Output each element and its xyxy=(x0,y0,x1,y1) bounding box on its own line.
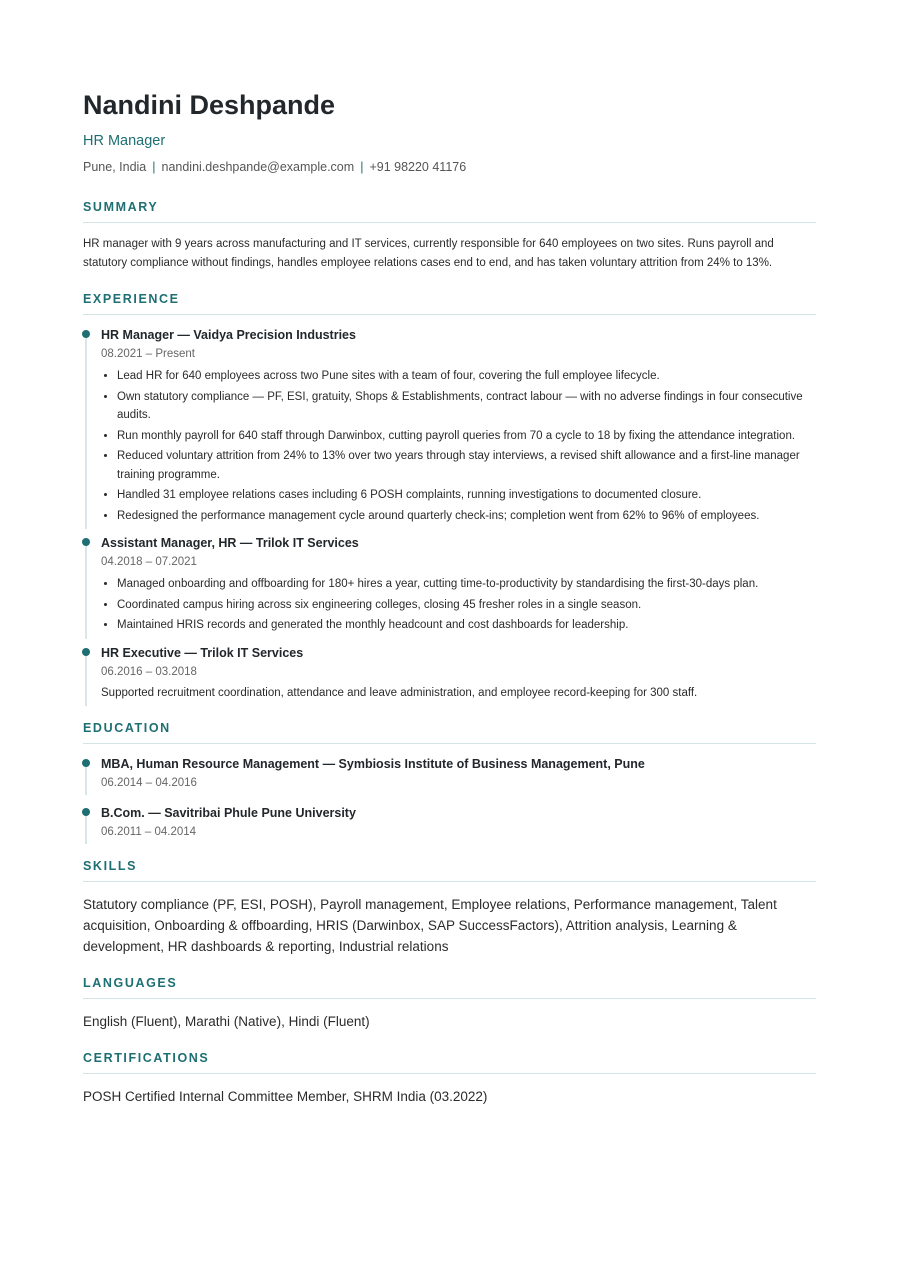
job-title: HR Manager xyxy=(83,133,166,149)
education-entry xyxy=(83,756,816,791)
experience-date: 04.2018 – 07.2021 xyxy=(101,556,197,568)
bullet-item: • Maintained HRIS records and generated the monthly headcount and cost dashboards for leadership. xyxy=(117,616,816,635)
timeline-dot-icon xyxy=(82,538,90,546)
education-title: MBA, Human Resource Management — Symbiosis Institute of Business Management, Pune xyxy=(101,756,645,771)
separator: | xyxy=(360,160,364,174)
summary-text: HR manager with 9 years across manufacturing and IT services, currently responsible for 640 employees on two sites. Runs payroll and statutory compliance without findings, handles employee relations cases end to end, and has taken voluntary attrition from 24% to 13%. xyxy=(83,238,774,269)
bullet-item: • Own statutory compliance — PF, ESI, gratuity, Shops & Establishments, contract labour — with no adverse findings in four consecutive audits. xyxy=(117,388,816,425)
education-list xyxy=(83,756,816,840)
experience-entry xyxy=(83,327,816,525)
timeline-dot-icon xyxy=(82,648,90,656)
experience-title: HR Manager — Vaidya Precision Industries xyxy=(101,328,356,342)
email: nandini.deshpande@example.com xyxy=(161,160,355,174)
section-title-languages: LANGUAGES xyxy=(83,975,816,999)
education-entry xyxy=(83,805,816,840)
experience-entry xyxy=(83,645,816,702)
bullet-item: • Managed onboarding and offboarding for 180+ hires a year, cutting time-to-productivity by standardising the first-30-days plan. xyxy=(117,575,816,594)
contact-line xyxy=(83,159,816,175)
separator: | xyxy=(152,160,156,174)
bullet-item: • Handled 31 employee relations cases including 6 POSH complaints, running investigations to documented closure. xyxy=(117,486,816,505)
section-title-education: EDUCATION xyxy=(83,720,816,744)
certifications-text: POSH Certified Internal Committee Member, SHRM India (03.2022) xyxy=(83,1088,488,1104)
experience-list xyxy=(83,327,816,702)
timeline-dot-icon xyxy=(82,330,90,338)
bullet-item: • Reduced voluntary attrition from 24% to 13% over two years through stay interviews, a revised shift allowance and a first-line manager training programme. xyxy=(117,447,816,484)
section-title-summary: SUMMARY xyxy=(83,199,816,223)
languages-section xyxy=(83,975,816,1032)
bullet-item: • Lead HR for 640 employees across two Pune sites with a team of four, covering the full employee lifecycle. xyxy=(117,367,816,386)
section-title-skills: SKILLS xyxy=(83,858,816,882)
certifications-section xyxy=(83,1050,816,1107)
experience-date: 06.2016 – 03.2018 xyxy=(101,665,197,678)
bullet-item: • Redesigned the performance management cycle around quarterly check-ins; completion went from 62% to 96% of employees. xyxy=(117,507,816,526)
education-section xyxy=(83,720,816,840)
skills-section xyxy=(83,858,816,957)
timeline-dot-icon xyxy=(82,759,90,767)
education-date: 06.2011 – 04.2014 xyxy=(101,825,197,838)
bullet-item: • Coordinated campus hiring across six engineering colleges, closing 45 fresher roles in a single season. xyxy=(117,596,816,615)
section-title-certifications: CERTIFICATIONS xyxy=(83,1050,816,1074)
experience-section xyxy=(83,291,816,702)
education-date: 06.2014 – 04.2016 xyxy=(101,776,197,789)
timeline-dot-icon xyxy=(82,808,90,816)
summary-section xyxy=(83,199,816,273)
candidate-name: Nandini Deshpande xyxy=(83,90,336,120)
section-title-experience: EXPERIENCE xyxy=(83,291,816,315)
experience-title: HR Executive — Trilok IT Services xyxy=(101,645,304,660)
experience-entry xyxy=(83,535,816,635)
bullet-item: • Run monthly payroll for 640 staff through Darwinbox, cutting payroll queries from 70 a cycle to 18 by fixing the attendance integration. xyxy=(117,427,816,446)
languages-text: English (Fluent), Marathi (Native), Hindi (Fluent) xyxy=(83,1013,370,1029)
experience-title: Assistant Manager, HR — Trilok IT Services xyxy=(101,536,359,550)
location: Pune, India xyxy=(83,160,147,174)
skills-text: Statutory compliance (PF, ESI, POSH), Payroll management, Employee relations, Performance management, Talent acquisition, Onboarding & offboarding, HRIS (Darwinbox, SAP SuccessFactors), Attrition analysis, Learning & development, HR dashboards & reporting, Industrial relations xyxy=(83,896,777,954)
education-title: B.Com. — Savitribai Phule Pune University xyxy=(101,805,356,820)
phone: +91 98220 41176 xyxy=(369,160,467,174)
experience-bullets xyxy=(101,367,816,525)
experience-date: 08.2021 – Present xyxy=(101,348,195,360)
experience-bullets xyxy=(101,575,816,635)
experience-description: Supported recruitment coordination, attendance and leave administration, and employee record-keeping for 300 staff. xyxy=(101,686,698,699)
